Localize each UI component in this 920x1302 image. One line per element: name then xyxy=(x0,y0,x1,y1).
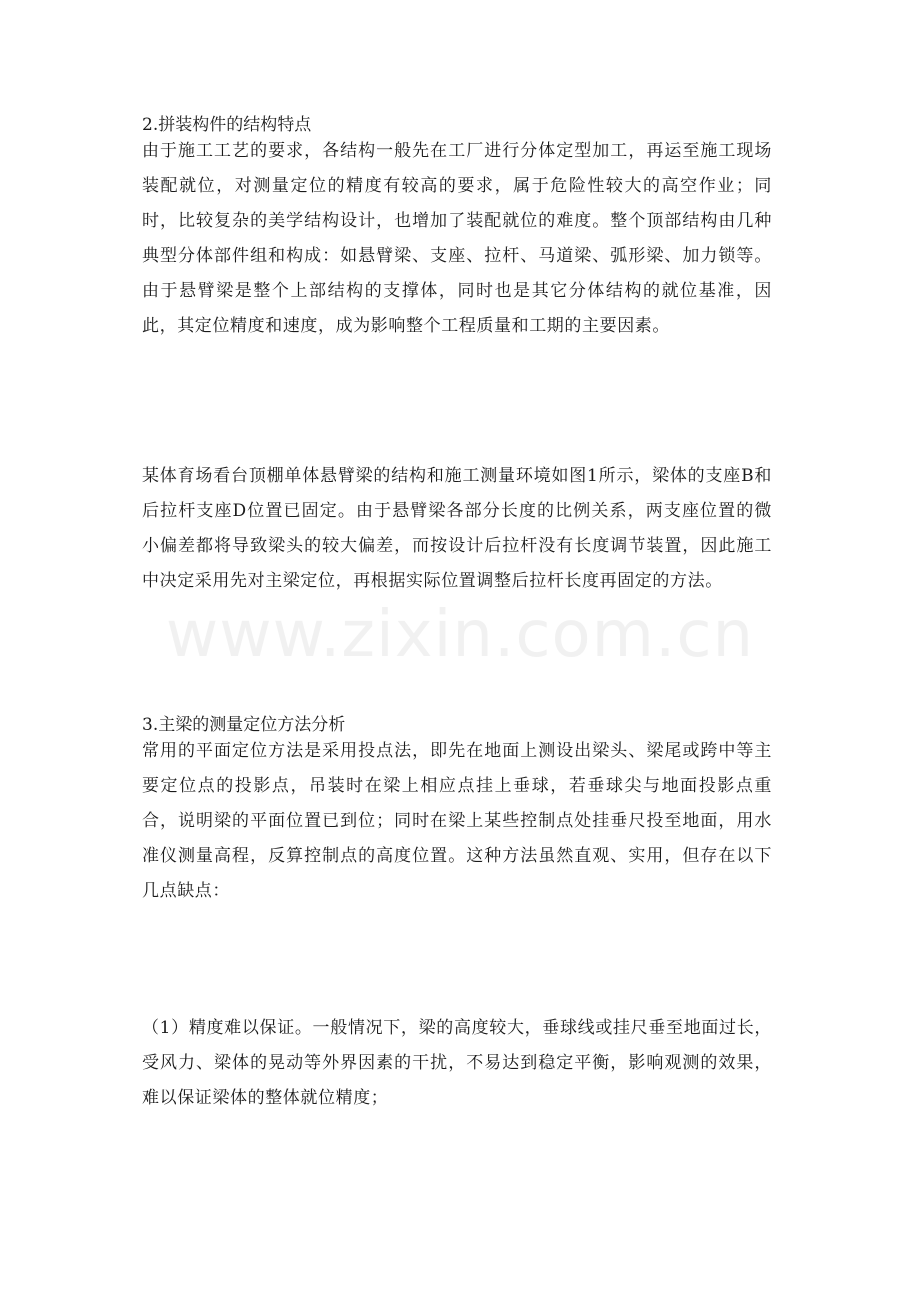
paragraph-projection-method: 常用的平面定位方法是采用投点法，即先在地面上测设出梁头、梁尾或跨中等主要定位点的投影点，吊装时在梁上相应点挂上垂球，若垂球尖与地面投影点重合，说明梁的平面位置已到位；同时在梁上某些控制点处挂垂尺投至地面，用水准仪测量高程，反算控制点的高度位置。这种方法虽然直观、实用，但存在以下几点缺点： xyxy=(142,741,772,901)
section-heading-positioning: 3.主梁的测量定位方法分析 xyxy=(142,715,346,735)
section-heading-structure: 2.拼装构件的结构特点 xyxy=(142,115,312,135)
paragraph-drawback-accuracy: （1）精度难以保证。一般情况下，梁的高度较大，垂球线或挂尺垂至地面过长，受风力、梁体的晃动等外界因素的干扰，不易达到稳定平衡，影响观测的效果，难以保证梁体的整体就位精度； xyxy=(142,1018,772,1108)
paragraph-cantilever-environment: 某体育场看台顶棚单体悬臂梁的结构和施工测量环境如图1所示，梁体的支座B和后拉杆支座D位置已固定。由于悬臂梁各部分长度的比例关系，两支座位置的微小偏差都将导致梁头的较大偏差，而按设计后拉杆没有长度调节装置，因此施工中决定采用先对主梁定位，再根据实际位置调整后拉杆长度再固定的方法。 xyxy=(142,466,772,591)
paragraph-structure-features: 由于施工工艺的要求，各结构一般先在工厂进行分体定型加工，再运至施工现场装配就位，对测量定位的精度有较高的要求，属于危险性较大的高空作业；同时，比较复杂的美学结构设计，也增加了装配就位的难度。整个顶部结构由几种典型分体部件组和构成：如悬臂梁、支座、拉杆、马道梁、弧形梁、加力锁等。由于悬臂梁是整个上部结构的支撑体，同时也是其它分体结构的就位基准，因此，其定位精度和速度，成为影响整个工程质量和工期的主要因素。 xyxy=(142,141,772,336)
watermark: www.zixin.com.cn xyxy=(165,598,755,672)
